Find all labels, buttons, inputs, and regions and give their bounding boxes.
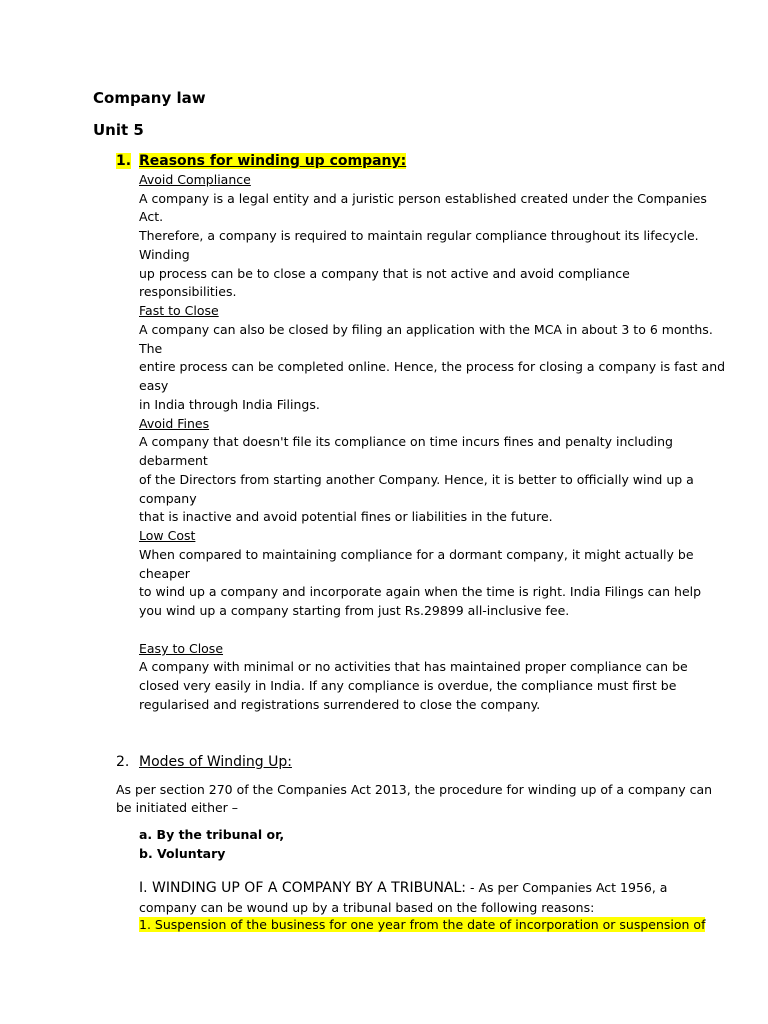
subheading-avoid-fines: Avoid Fines: [139, 416, 210, 431]
paragraph-line: be initiated either –: [116, 800, 239, 815]
section2-number: 2.: [116, 754, 130, 770]
paragraph-line: entire process can be completed online. Hence, the process for closing a company is fast and: [139, 359, 726, 374]
paragraph-line: Winding: [139, 247, 190, 262]
paragraph-line: cheaper: [139, 566, 190, 581]
unit-heading: Unit 5: [93, 121, 144, 139]
section2-heading: Modes of Winding Up:: [139, 754, 292, 770]
paragraph-line: you wind up a company starting from just Rs.29899 all-inclusive fee.: [139, 603, 570, 618]
document-title: Company law: [93, 89, 206, 107]
paragraph-line: Therefore, a company is required to maintain regular compliance throughout its lifecycle.: [139, 228, 699, 243]
paragraph-line: Act.: [139, 209, 164, 224]
section1-heading: [139, 152, 406, 170]
section1-number: [116, 152, 131, 170]
paragraph-line: When compared to maintaining compliance for a dormant company, it might actually be: [139, 547, 694, 562]
paragraph-line: company: [139, 491, 197, 506]
section1-number-text: 1.: [116, 153, 132, 169]
paragraph-line: A company is a legal entity and a juristic person established created under the Companies: [139, 191, 707, 206]
paragraph-line: regularised and registrations surrendered to close the company.: [139, 697, 541, 712]
paragraph-line: up process can be to close a company that is not active and avoid compliance: [139, 266, 630, 281]
subheading-low-cost: Low Cost: [139, 528, 196, 543]
tribunal-heading-rest: - As per Companies Act 1956, a: [466, 880, 668, 895]
paragraph-line: company can be wound up by a tribunal based on the following reasons:: [139, 900, 595, 915]
subheading-fast-to-close: Fast to Close: [139, 303, 219, 318]
paragraph-line: easy: [139, 378, 169, 393]
paragraph-line: As per section 270 of the Companies Act 2013, the procedure for winding up of a company can: [116, 782, 713, 797]
subheading-avoid-compliance: Avoid Compliance: [139, 172, 251, 187]
subheading-easy-to-close: Easy to Close: [139, 641, 224, 656]
paragraph-line: responsibilities.: [139, 284, 237, 299]
section1-heading-text: Reasons for winding up company:: [139, 153, 407, 169]
paragraph-line: A company can also be closed by filing an application with the MCA in about 3 to 6 months.: [139, 322, 713, 337]
paragraph-line: closed very easily in India. If any compliance is overdue, the compliance must first be: [139, 678, 677, 693]
paragraph-line: in India through India Filings.: [139, 397, 320, 412]
tribunal-heading: I. WINDING UP OF A COMPANY BY A TRIBUNAL:: [139, 880, 467, 896]
paragraph-line: A company that doesn't file its compliance on time incurs fines and penalty including: [139, 434, 673, 449]
paragraph-line: debarment: [139, 453, 208, 468]
paragraph-line: to wind up a company and incorporate again when the time is right. India Filings can help: [139, 584, 702, 599]
paragraph-line: of the Directors from starting another Company. Hence, it is better to officially wind up a: [139, 472, 694, 487]
highlighted-line: [139, 916, 705, 934]
highlighted-text: 1. Suspension of the business for one year from the date of incorporation or suspension of: [139, 917, 706, 932]
paragraph-line: The: [139, 341, 163, 356]
mode-option-voluntary: b. Voluntary: [139, 846, 226, 861]
tribunal-heading-line: [139, 879, 667, 897]
paragraph-line: A company with minimal or no activities that has maintained proper compliance can be: [139, 659, 688, 674]
mode-option-tribunal: a. By the tribunal or,: [139, 827, 285, 842]
paragraph-line: that is inactive and avoid potential fines or liabilities in the future.: [139, 509, 553, 524]
